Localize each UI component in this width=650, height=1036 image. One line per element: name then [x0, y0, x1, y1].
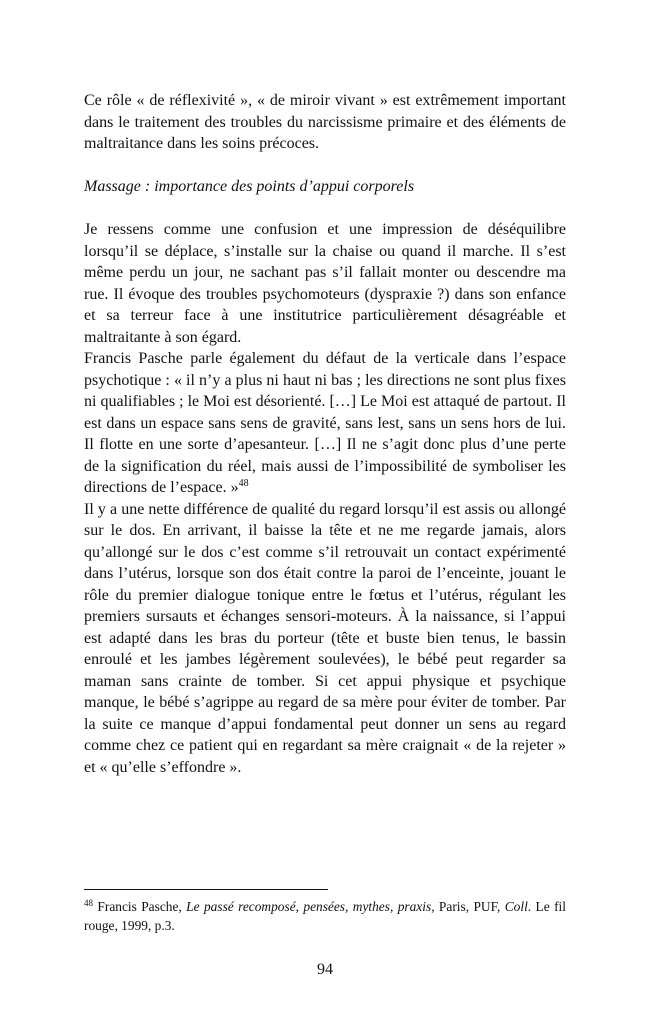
- footnote-divider: [84, 889, 328, 890]
- footnote-title: Le passé recomposé, pensées, mythes, praxis: [186, 899, 432, 914]
- pasche-quote-text: Francis Pasche parle également du défaut de la verticale dans l’espace psychotique : « il n’y a plus ni haut ni bas ; les directions ne sont plus fixes ni qualifiables ; le Moi est désorienté. […] Le Moi est attaqué de partout. Il est dans un espace sans sens de gravité, sans lest, sans un sens hors de lui. Il flotte en une sorte d’apesanteur. […] Il ne s’agit donc plus d’une perte de la signification du réel, mais aussi de l’impossibilité de symboliser les directions de l’espace. »: [84, 350, 566, 496]
- footnote-publisher: , Paris, PUF,: [431, 899, 501, 914]
- paragraph-pasche-quote: [84, 348, 566, 499]
- footnote-author: Francis Pasche,: [97, 899, 182, 914]
- footnote-rest: . Le fil rouge, 1999, p.3.: [84, 899, 566, 933]
- section-heading: Massage : importance des points d’appui corporels: [84, 178, 415, 195]
- page-number: 94: [317, 961, 333, 978]
- footnote-reference[interactable]: 48: [238, 478, 249, 489]
- paragraph-regard: Il y a une nette différence de qualité du regard lorsqu’il est assis ou allongé sur le dos. En arrivant, il baisse la tête et ne me regarde jamais, alors qu’allongé sur le dos c’est comme s’il retrouvait un contact expérimenté dans l’utérus, lorsque son dos était contre la paroi de l’enceinte, jouant le rôle du premier dialogue tonique entre le fœtus et l’utérus, régulant les premiers sursauts et échanges sensori-moteurs. À la naissance, si l’appui est adapté dans les bras du porteur (tête et buste bien tenus, le bassin enroulé et les jambes légèrement soulevées), le bébé peut regarder sa maman sans crainte de tomber. Si cet appui physique et psychique manque, le bébé s’agrippe au regard de sa mère pour éviter de tomber. Par la suite ce manque d’appui fondamental peut donner un sens au regard comme chez ce patient qui en regardant sa mère craignait « de la rejeter » et « qu’elle s’effondre ».: [84, 500, 566, 776]
- intro-paragraph: Ce rôle « de réflexivité », « de miroir vivant » est extrêmement important dans le traitement des troubles du narcissisme primaire et des éléments de maltraitance dans les soins précoces.: [84, 92, 566, 152]
- paragraph-dyspraxia: Je ressens comme une confusion et une impression de déséquilibre lorsqu’il se déplace, s’installe sur la chaise ou quand il marche. Il s’est même perdu un jour, ne sachant pas s’il fallait monter ou descendre ma rue. Il évoque des troubles psychomoteurs (dyspraxie ?) dans son enfance et sa terreur face à une institutrice particulièrement désagréable et maltraitante à son égard.: [84, 221, 566, 346]
- footnote-number: 48: [84, 898, 93, 908]
- footnote: [84, 897, 566, 935]
- page-body: [84, 90, 566, 778]
- footnote-collection: Coll: [504, 899, 528, 914]
